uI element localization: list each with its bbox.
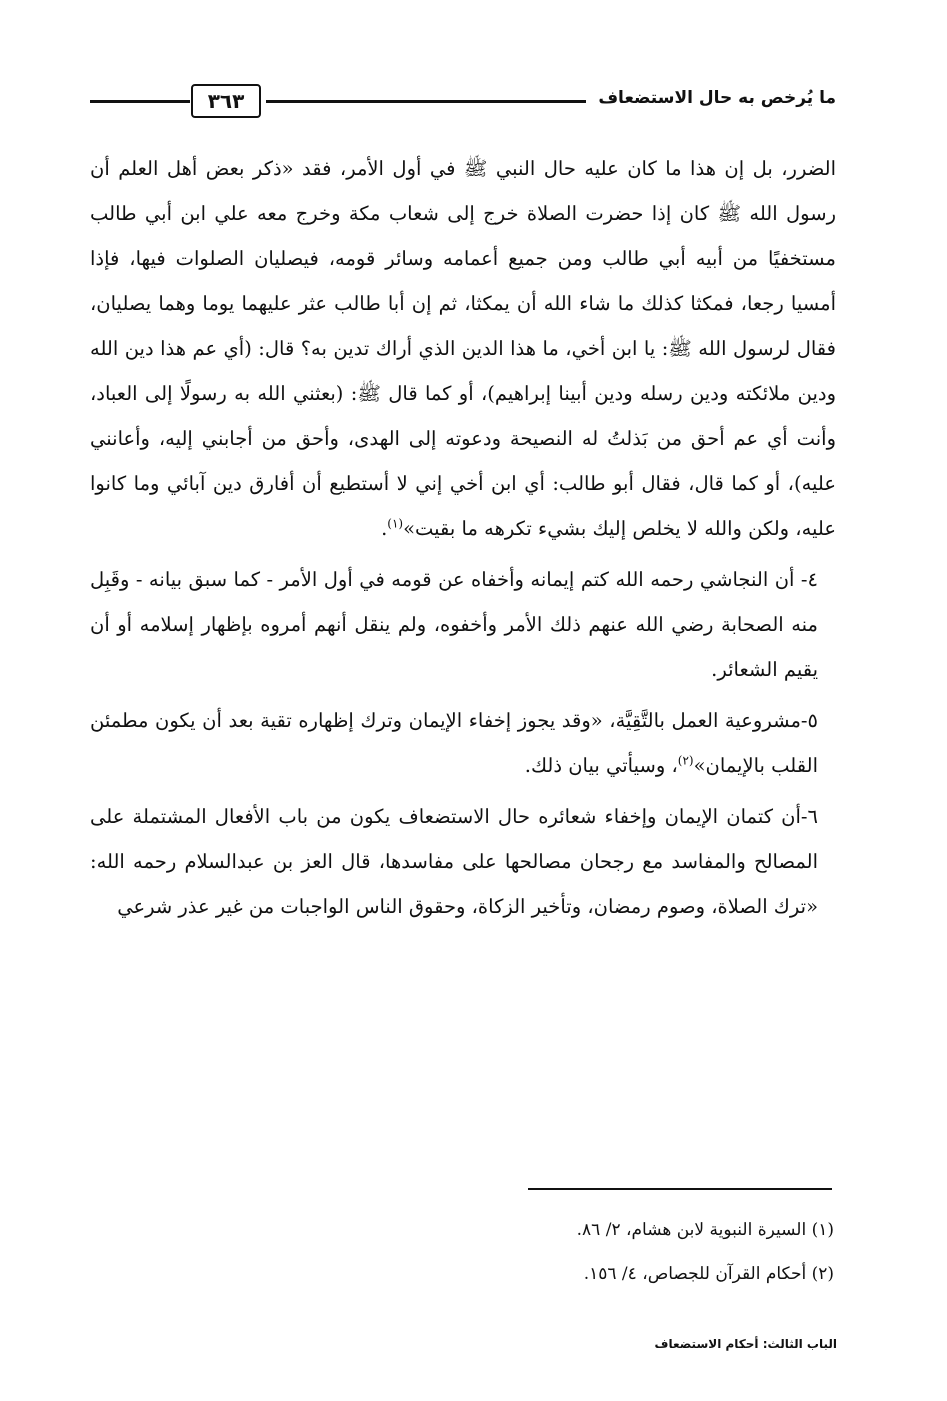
paragraph-1: الضرر، بل إن هذا ما كان عليه حال النبي ﷺ في أول الأمر، فقد «ذكر بعض أهل العلم أن رسول الله ﷺ كان إذا حضرت الصلاة خرج إلى شعاب مكة وخرج معه علي ابن أبي طالب مستخفيًا من أبيه أبي طالب ومن جميع أعمامه وسائر قومه، فيصليان الصلوات فيها، فإذا أمسيا رجعا، فمكثا كذلك ما شاء الله أن يمكثا، ثم إن أبا طالب عثر عليهما يوما وهما يصليان، فقال لرسول الله ﷺ: يا ابن أخي، ما هذا الدين الذي أراك تدين به؟ قال: (أي عم هذا دين الله ودين ملائكته ودين رسله ودين أبينا إبراهيم)، أو كما قال ﷺ: (بعثني الله به رسولًا إلى العباد، وأنت أي عم أحق من بَذلتُ له النصيحة ودعوته إلى الهدى، وأحق من أجابني إليه، وأعانني عليه)، أو كما قال، فقال أبو طالب: أي ابن أخي إني لا أستطيع أن أفارق دين آبائي وما كانوا عليه، ولكن والله لا يخلص إليك بشيء تكرهه ما بقيت»$^{(١)}$. (90, 157, 836, 540)
header-rule-right (266, 100, 586, 103)
paragraph-3 (90, 698, 836, 788)
page-footer: الباب الثالث: أحكام الاستضعاف (654, 1337, 837, 1351)
paragraph-4: ٦-أن كتمان الإيمان وإخفاء شعائره حال الاستضعاف يكون من باب الأفعال المشتملة على المصالح والمفاسد مع رجحان مصالحها على مفاسدها، قال العز بن عبدالسلام رحمه الله: «ترك الصلاة، وصوم رمضان، وتأخير الزكاة، وحقوق الناس الواجبات من غير عذر شرعي (90, 805, 818, 918)
paragraph-3-tail: ، وسيأتي بيان ذلك. (524, 754, 678, 777)
footnote-1: (١) السيرة النبوية لابن هشام، ٢/ ٨٦. (576, 1220, 834, 1240)
footnotes (400, 1208, 834, 1296)
page-header (90, 80, 836, 120)
footnote-2: (٢) أحكام القرآن للجصاص، ٤/ ١٥٦. (583, 1264, 834, 1284)
main-text (90, 146, 836, 929)
header-rule-left (90, 100, 190, 103)
footnote-ref-2: (٢) (677, 753, 694, 768)
paragraph-3-text: ٥-مشروعية العمل بالتَّقِيَّة، «وقد يجوز إخفاء الإيمان وترك إظهاره تقية بعد أن يكون مطمئن القلب بالإيمان» (90, 709, 818, 777)
page-number: ٣٦٣ (191, 84, 261, 118)
running-title: ما يُرخص به حال الاستضعاف (598, 88, 836, 108)
paragraph-2: ٤- أن النجاشي رحمه الله كتم إيمانه وأخفاه عن قومه في أول الأمر - كما سبق بيانه - وقَبِل منه الصحابة رضي الله عنهم ذلك الأمر وأخفوه، ولم ينقل أنهم أمروه بإظهار إسلامه أو أن يقيم الشعائر. (90, 568, 818, 681)
footnote-separator (528, 1188, 832, 1190)
footnote-ref-1: (١) (387, 516, 404, 531)
paragraph-1-text: الضرر، بل إن هذا ما كان عليه حال النبي ﷺ في أول الأمر، فقد «ذكر بعض أهل العلم أن رسول الله ﷺ كان إذا حضرت الصلاة خرج إلى شعاب مكة وخرج معه علي ابن أبي طالب مستخفيًا من أبيه أبي طالب ومن جميع أعمامه وسائر قومه، فيصليان الصلوات فيها، فإذا أمسيا رجعا، فمكثا كذلك ما شاء الله أن يمكثا، ثم إن أبا طالب عثر عليهما يوما وهما يصليان، فقال لرسول الله ﷺ: يا ابن أخي، ما هذا الدين الذي أراك تدين به؟ قال: (أي عم هذا دين الله ودين ملائكته ودين رسله ودين أبينا إبراهيم)، أو كما قال ﷺ: (بعثني الله به رسولًا إلى العباد، وأنت أي عم أحق من بَذلتُ له النصيحة ودعوته إلى الهدى، وأحق من أجابني إليه، وأعانني عليه)، أو كما قال، فقال أبو طالب: أي ابن أخي إني لا أستطيع أن أفارق دين آبائي وما كانوا عليه، ولكن والله لا يخلص إليك بشيء تكرهه ما بقيت» (90, 157, 836, 540)
